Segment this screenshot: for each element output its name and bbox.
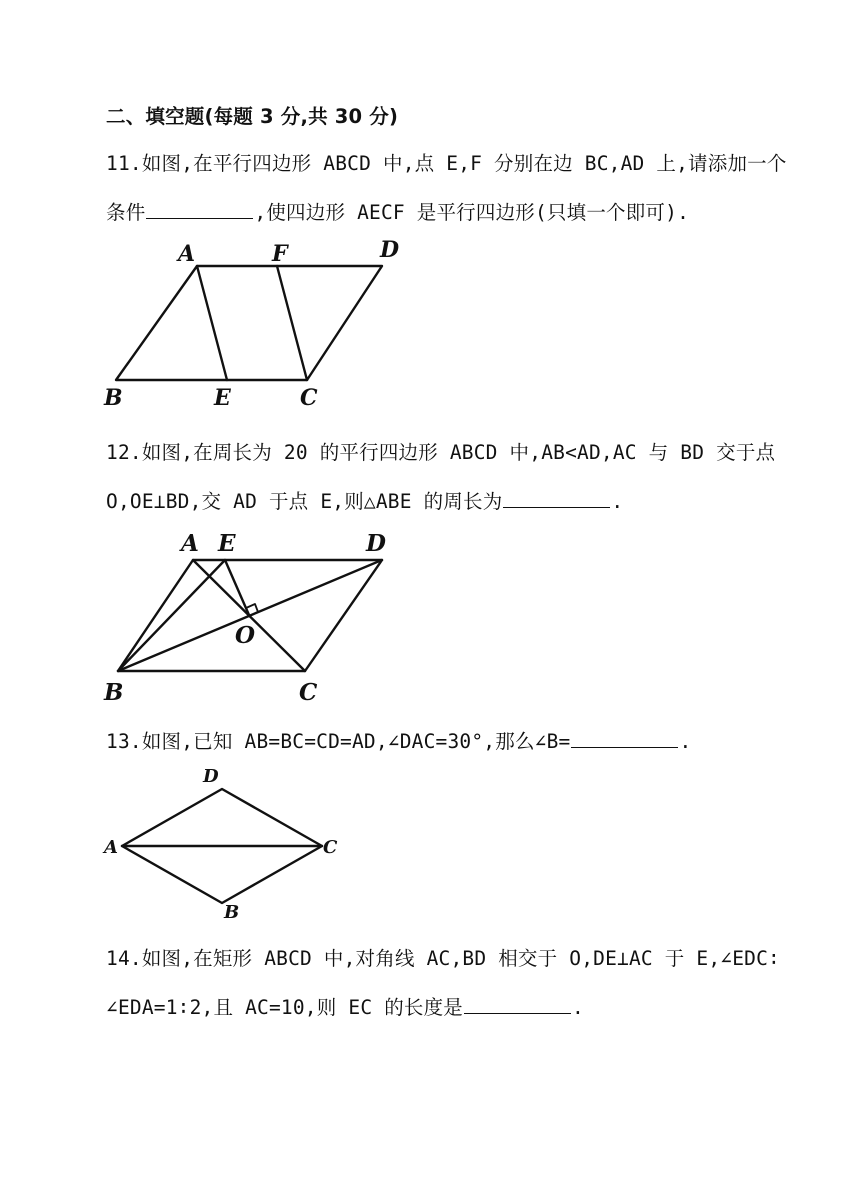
label-e: E [218, 530, 236, 557]
question-12-line-1: 12.如图,在周长为 20 的平行四边形 ABCD 中,AB<AD,AC 与 BD 交于点 [106, 441, 776, 464]
label-a: A [104, 837, 118, 858]
question-12-text-before-blank: O,OE⊥BD,交 AD 于点 E,则△ABE 的周长为 [106, 490, 503, 513]
question-13-text-before-blank: 13.如图,已知 AB=BC=CD=AD,∠DAC=30°,那么∠B= [106, 730, 571, 753]
question-11-text-after-blank: ,使四边形 AECF 是平行四边形(只填一个即可). [254, 201, 690, 224]
question-11-text-before-blank: 条件 [106, 201, 146, 224]
label-d: D [380, 237, 400, 263]
label-b: B [224, 902, 240, 923]
label-c: C [323, 837, 338, 858]
label-c: C [300, 385, 318, 411]
question-14-line-1: 14.如图,在矩形 ABCD 中,对角线 AC,BD 相交于 O,DE⊥AC 于 E,∠EDC∶ [106, 947, 780, 970]
label-d: D [366, 530, 386, 557]
label-b: B [104, 385, 123, 411]
question-14-line-2 [106, 992, 584, 1020]
question-12-text-after-blank: . [611, 490, 624, 513]
label-d: D [203, 766, 219, 787]
label-b: B [104, 679, 124, 706]
label-e: E [214, 385, 231, 411]
question-14-answer-blank[interactable] [464, 997, 571, 1014]
label-a: A [178, 241, 196, 267]
label-a: A [181, 530, 199, 557]
label-c: C [299, 679, 318, 706]
question-14-text-after-blank: . [572, 996, 584, 1019]
question-11-line-1: 11.如图,在平行四边形 ABCD 中,点 E,F 分别在边 BC,AD 上,请添加一个 [106, 152, 787, 175]
section-title: 二、填空题(每题 3 分,共 30 分) [106, 105, 399, 128]
question-14-text-before-blank: ∠EDA=1∶2,且 AC=10,则 EC 的长度是 [106, 996, 463, 1019]
label-f: F [272, 241, 288, 267]
label-o: O [235, 622, 256, 649]
question-13-text-after-blank: . [679, 730, 692, 753]
